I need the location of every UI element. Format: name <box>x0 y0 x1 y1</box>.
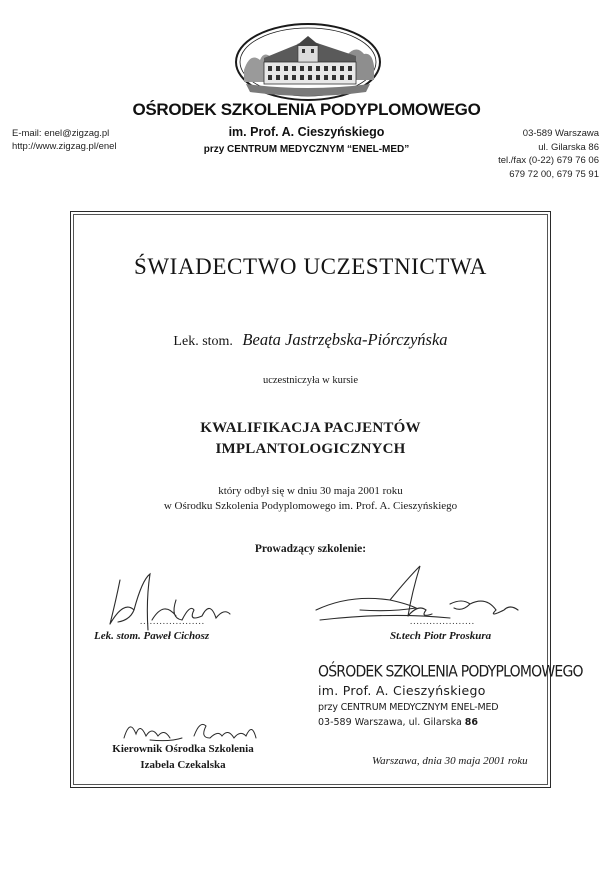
recipient-row <box>70 330 551 350</box>
recipient-prefix: Lek. stom. <box>173 334 233 349</box>
leaders-heading: Prowadzący szkolenie: <box>254 543 367 555</box>
website-link[interactable]: http://www.zigzag.pl/enel <box>12 141 117 152</box>
signer-right-name: St.tech Piotr Proskura <box>390 630 492 642</box>
stamp-line-3: przy CENTRUM MEDYCZNYM ENEL-MED <box>318 702 499 713</box>
organization-name: OŚRODEK SZKOLENIA PODYPLOMOWEGO <box>132 100 481 119</box>
contact-right <box>498 127 599 181</box>
course-details <box>70 484 551 514</box>
phone-line-2: 679 72 00, 679 75 91 <box>509 168 599 180</box>
email-link[interactable]: E-mail: enel@zigzag.pl <box>12 128 110 139</box>
stamp-line-1: OŚRODEK SZKOLENIA PODYPLOMOWEGO <box>318 663 583 681</box>
course-title <box>70 418 551 460</box>
stamp-number: 86 <box>464 717 479 728</box>
organization-patron: im. Prof. A. Cieszyńskiego <box>228 125 385 139</box>
signer-left-name: Lek. stom. Paweł Cichosz <box>94 630 210 642</box>
stamp-postcode: 03-589 <box>318 717 352 728</box>
participated-text: uczestniczyła w kursie <box>262 375 359 386</box>
director-name: Izabela Czekalska <box>140 759 226 771</box>
building-oval-logo-icon <box>234 22 382 102</box>
course-title-line-1: KWALIFIKACJA PACJENTÓW <box>200 420 421 436</box>
stamp-line-2: im. Prof. A. Cieszyńskiego <box>318 683 486 698</box>
place-and-date: Warszawa, dnia 30 maja 2001 roku <box>372 755 528 767</box>
phone-line-1: tel./fax (0-22) 679 76 06 <box>498 155 599 166</box>
signature-line-left: .................... <box>140 616 205 626</box>
course-date-line: który odbył się w dniu 30 maja 2001 roku <box>218 485 403 497</box>
recipient-name: Beata Jastrzębska-Piórczyńska <box>242 330 448 349</box>
course-location-line: w Ośrodku Szkolenia Podyplomowego im. Prof. A. Cieszyńskiego <box>163 500 458 512</box>
stamp-city: Warszawa, ul. Gilarska <box>354 717 462 728</box>
organization-stamp <box>318 663 583 728</box>
address-city: 03-589 Warszawa <box>522 128 599 139</box>
certificate-title: ŚWIADECTWO UCZESTNICTWA <box>133 254 487 279</box>
director-signature-icon <box>110 708 270 748</box>
contact-left <box>12 127 117 153</box>
signature-line-right: .................... <box>410 616 475 626</box>
stamp-line-4 <box>318 717 540 728</box>
director-role: Kierownik Ośrodka Szkolenia <box>112 743 254 755</box>
course-title-line-2: IMPLANTOLOGICZNYCH <box>215 441 406 457</box>
organization-affiliation: przy CENTRUM MEDYCZNYM “ENEL-MED” <box>203 144 410 155</box>
address-street: ul. Gilarska 86 <box>538 141 599 153</box>
